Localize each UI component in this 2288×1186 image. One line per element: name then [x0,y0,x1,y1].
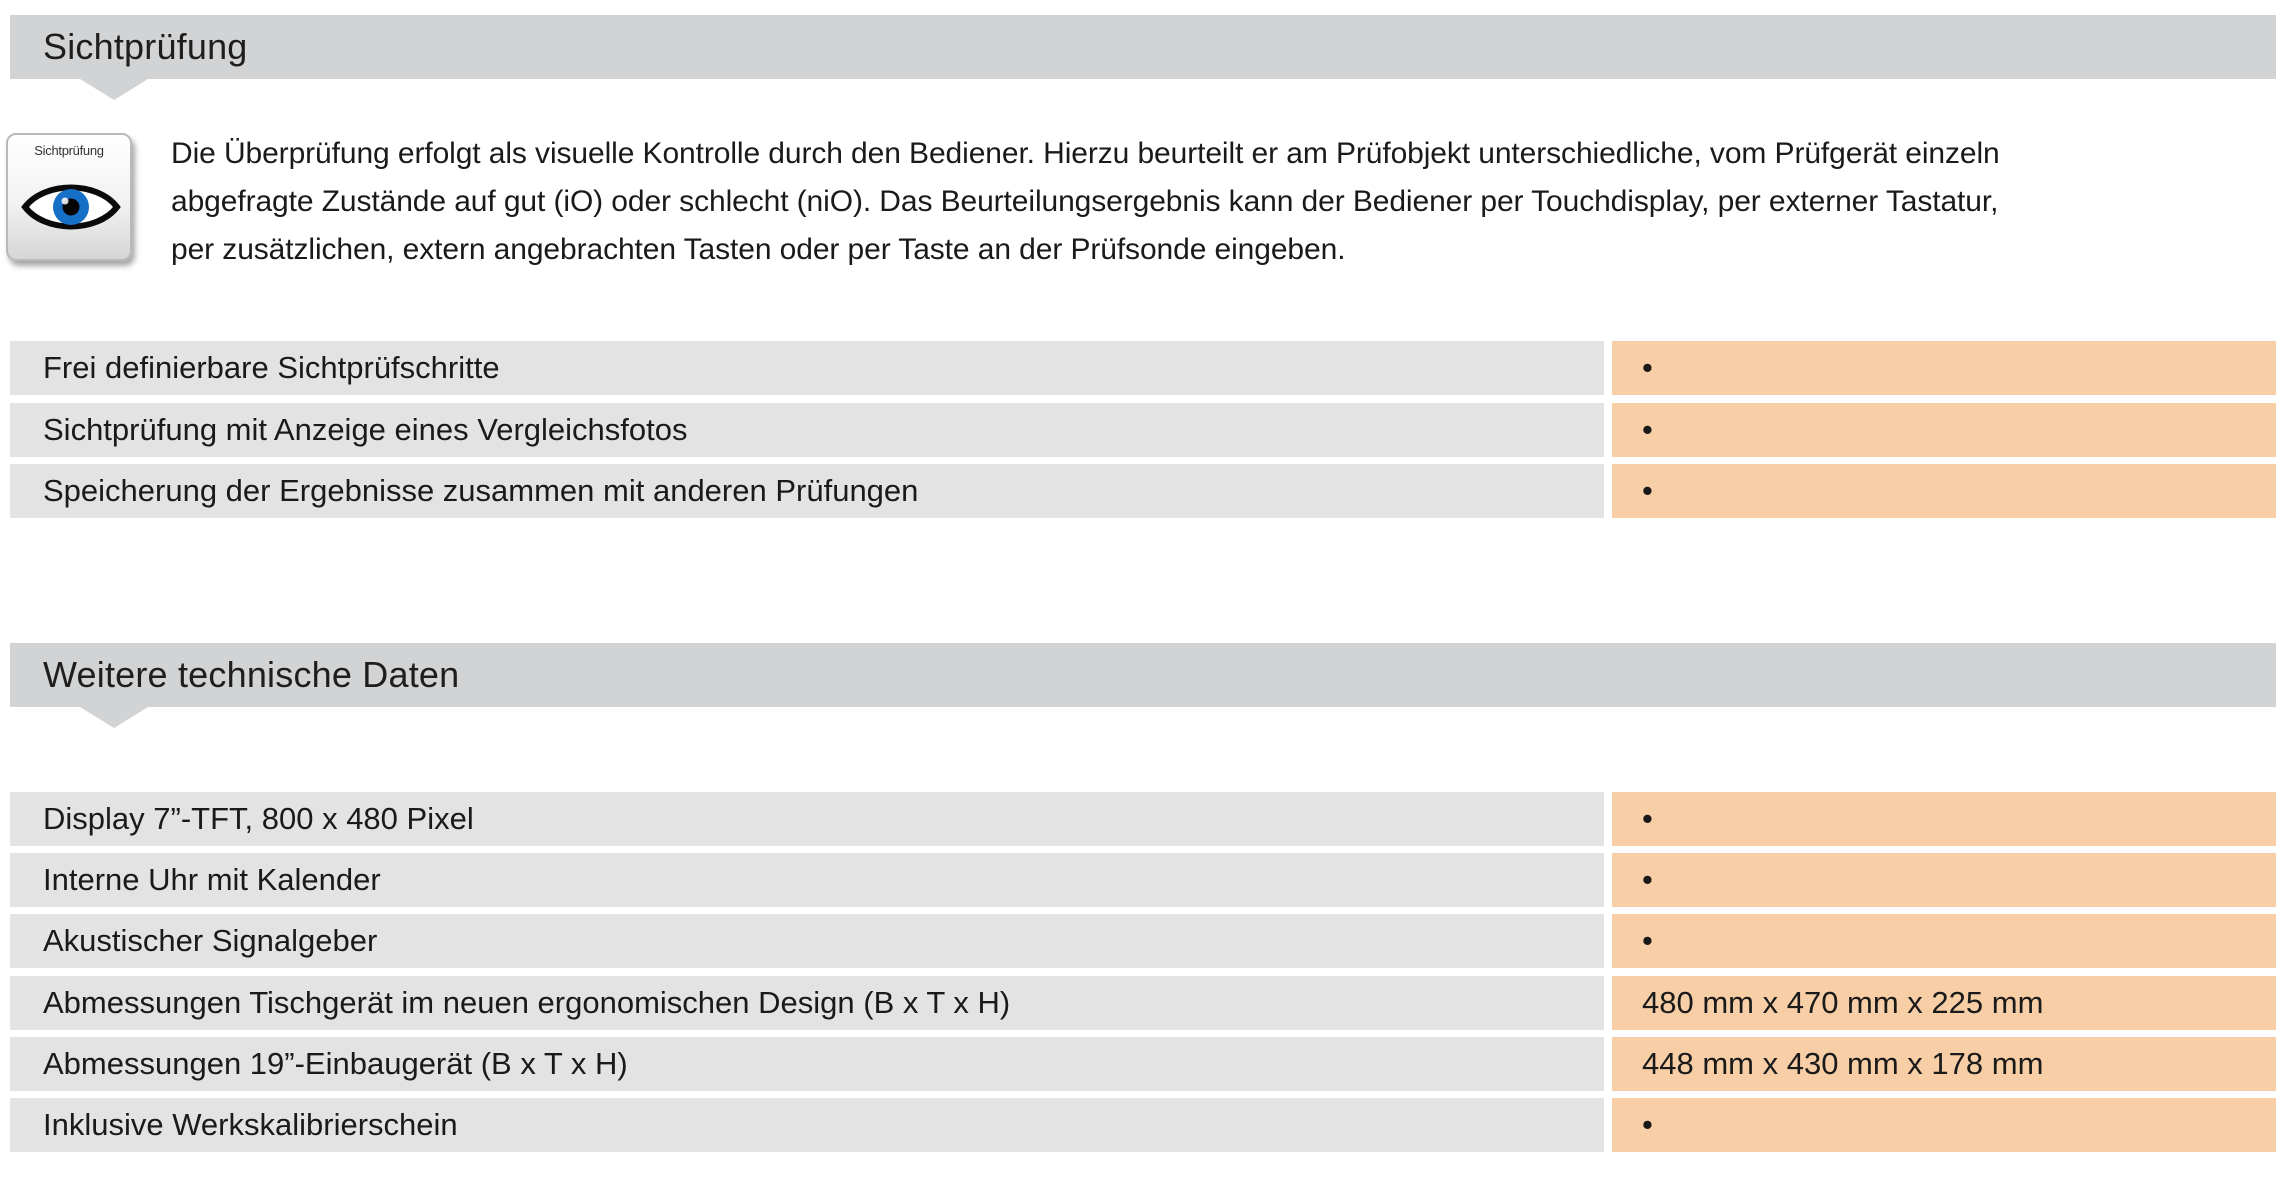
row-value: • [1642,862,1653,897]
badge-label: Sichtprüfung [34,143,104,158]
row-label-cell [10,403,1604,457]
table-row [10,403,2276,457]
row-label: Frei definierbare Sichtprüfschritte [43,350,500,385]
row-label: Abmessungen Tischgerät im neuen ergonomischen Design (B x T x H) [43,985,1011,1020]
row-label: Inklusive Werkskalibrierschein [43,1107,458,1142]
section-header-technische-daten [10,643,2276,707]
row-value-cell [1612,853,2276,907]
table-row [10,853,2276,907]
row-label: Akustischer Signalgeber [43,923,378,958]
row-label-cell [10,976,1604,1030]
section-title: Sichtprüfung [43,26,248,67]
row-label: Interne Uhr mit Kalender [43,862,381,897]
row-value: • [1642,923,1653,958]
row-label-cell [10,1037,1604,1091]
row-label: Sichtprüfung mit Anzeige eines Vergleichsfotos [43,412,688,447]
table-row [10,341,2276,395]
table-row [10,464,2276,518]
row-label-cell [10,341,1604,395]
row-value: • [1642,1107,1653,1142]
table-row [10,1037,2276,1091]
row-value-cell [1612,792,2276,846]
row-value-cell [1612,1037,2276,1091]
row-label: Abmessungen 19”-Einbaugerät (B x T x H) [43,1046,628,1081]
intro-line: Die Überprüfung erfolgt als visuelle Kontrolle durch den Bediener. Hierzu beurteilt er am Prüfobjekt unterschiedliche, vom Prüfgerät einzeln [171,137,2000,170]
row-label-cell [10,1098,1604,1152]
row-value: 480 mm x 470 mm x 225 mm [1642,985,2044,1020]
row-value-cell [1612,914,2276,968]
row-value: • [1642,473,1653,508]
intro-line: abgefragte Zustände auf gut (iO) oder schlecht (niO). Das Beurteilungsergebnis kann der Bediener per Touchdisplay, per externer Tastatur, [171,185,1999,218]
header-notch [80,707,148,728]
eye-icon [21,177,121,237]
intro-line: per zusätzlichen, extern angebrachten Tasten oder per Taste an der Prüfsonde eingeben. [171,233,1346,266]
row-value-cell [1612,464,2276,518]
row-value-cell [1612,403,2276,457]
table-row [10,792,2276,846]
table-row [10,1098,2276,1152]
row-label-cell [10,914,1604,968]
row-label: Display 7”-TFT, 800 x 480 Pixel [43,801,474,836]
header-notch [80,79,148,100]
table-row [10,914,2276,968]
row-value: • [1642,350,1653,385]
intro-description [171,130,2251,274]
row-value-cell [1612,341,2276,395]
row-value: • [1642,801,1653,836]
row-label-cell [10,853,1604,907]
row-label-cell [10,792,1604,846]
row-value: 448 mm x 430 mm x 178 mm [1642,1046,2044,1081]
row-value-cell [1612,1098,2276,1152]
row-label: Speicherung der Ergebnisse zusammen mit anderen Prüfungen [43,473,919,508]
section-header-sichtpruefung [10,15,2276,79]
table-row [10,976,2276,1030]
row-value-cell [1612,976,2276,1030]
section-title: Weitere technische Daten [43,654,460,695]
row-label-cell [10,464,1604,518]
sichtpruefung-badge [6,133,132,261]
row-value: • [1642,412,1653,447]
